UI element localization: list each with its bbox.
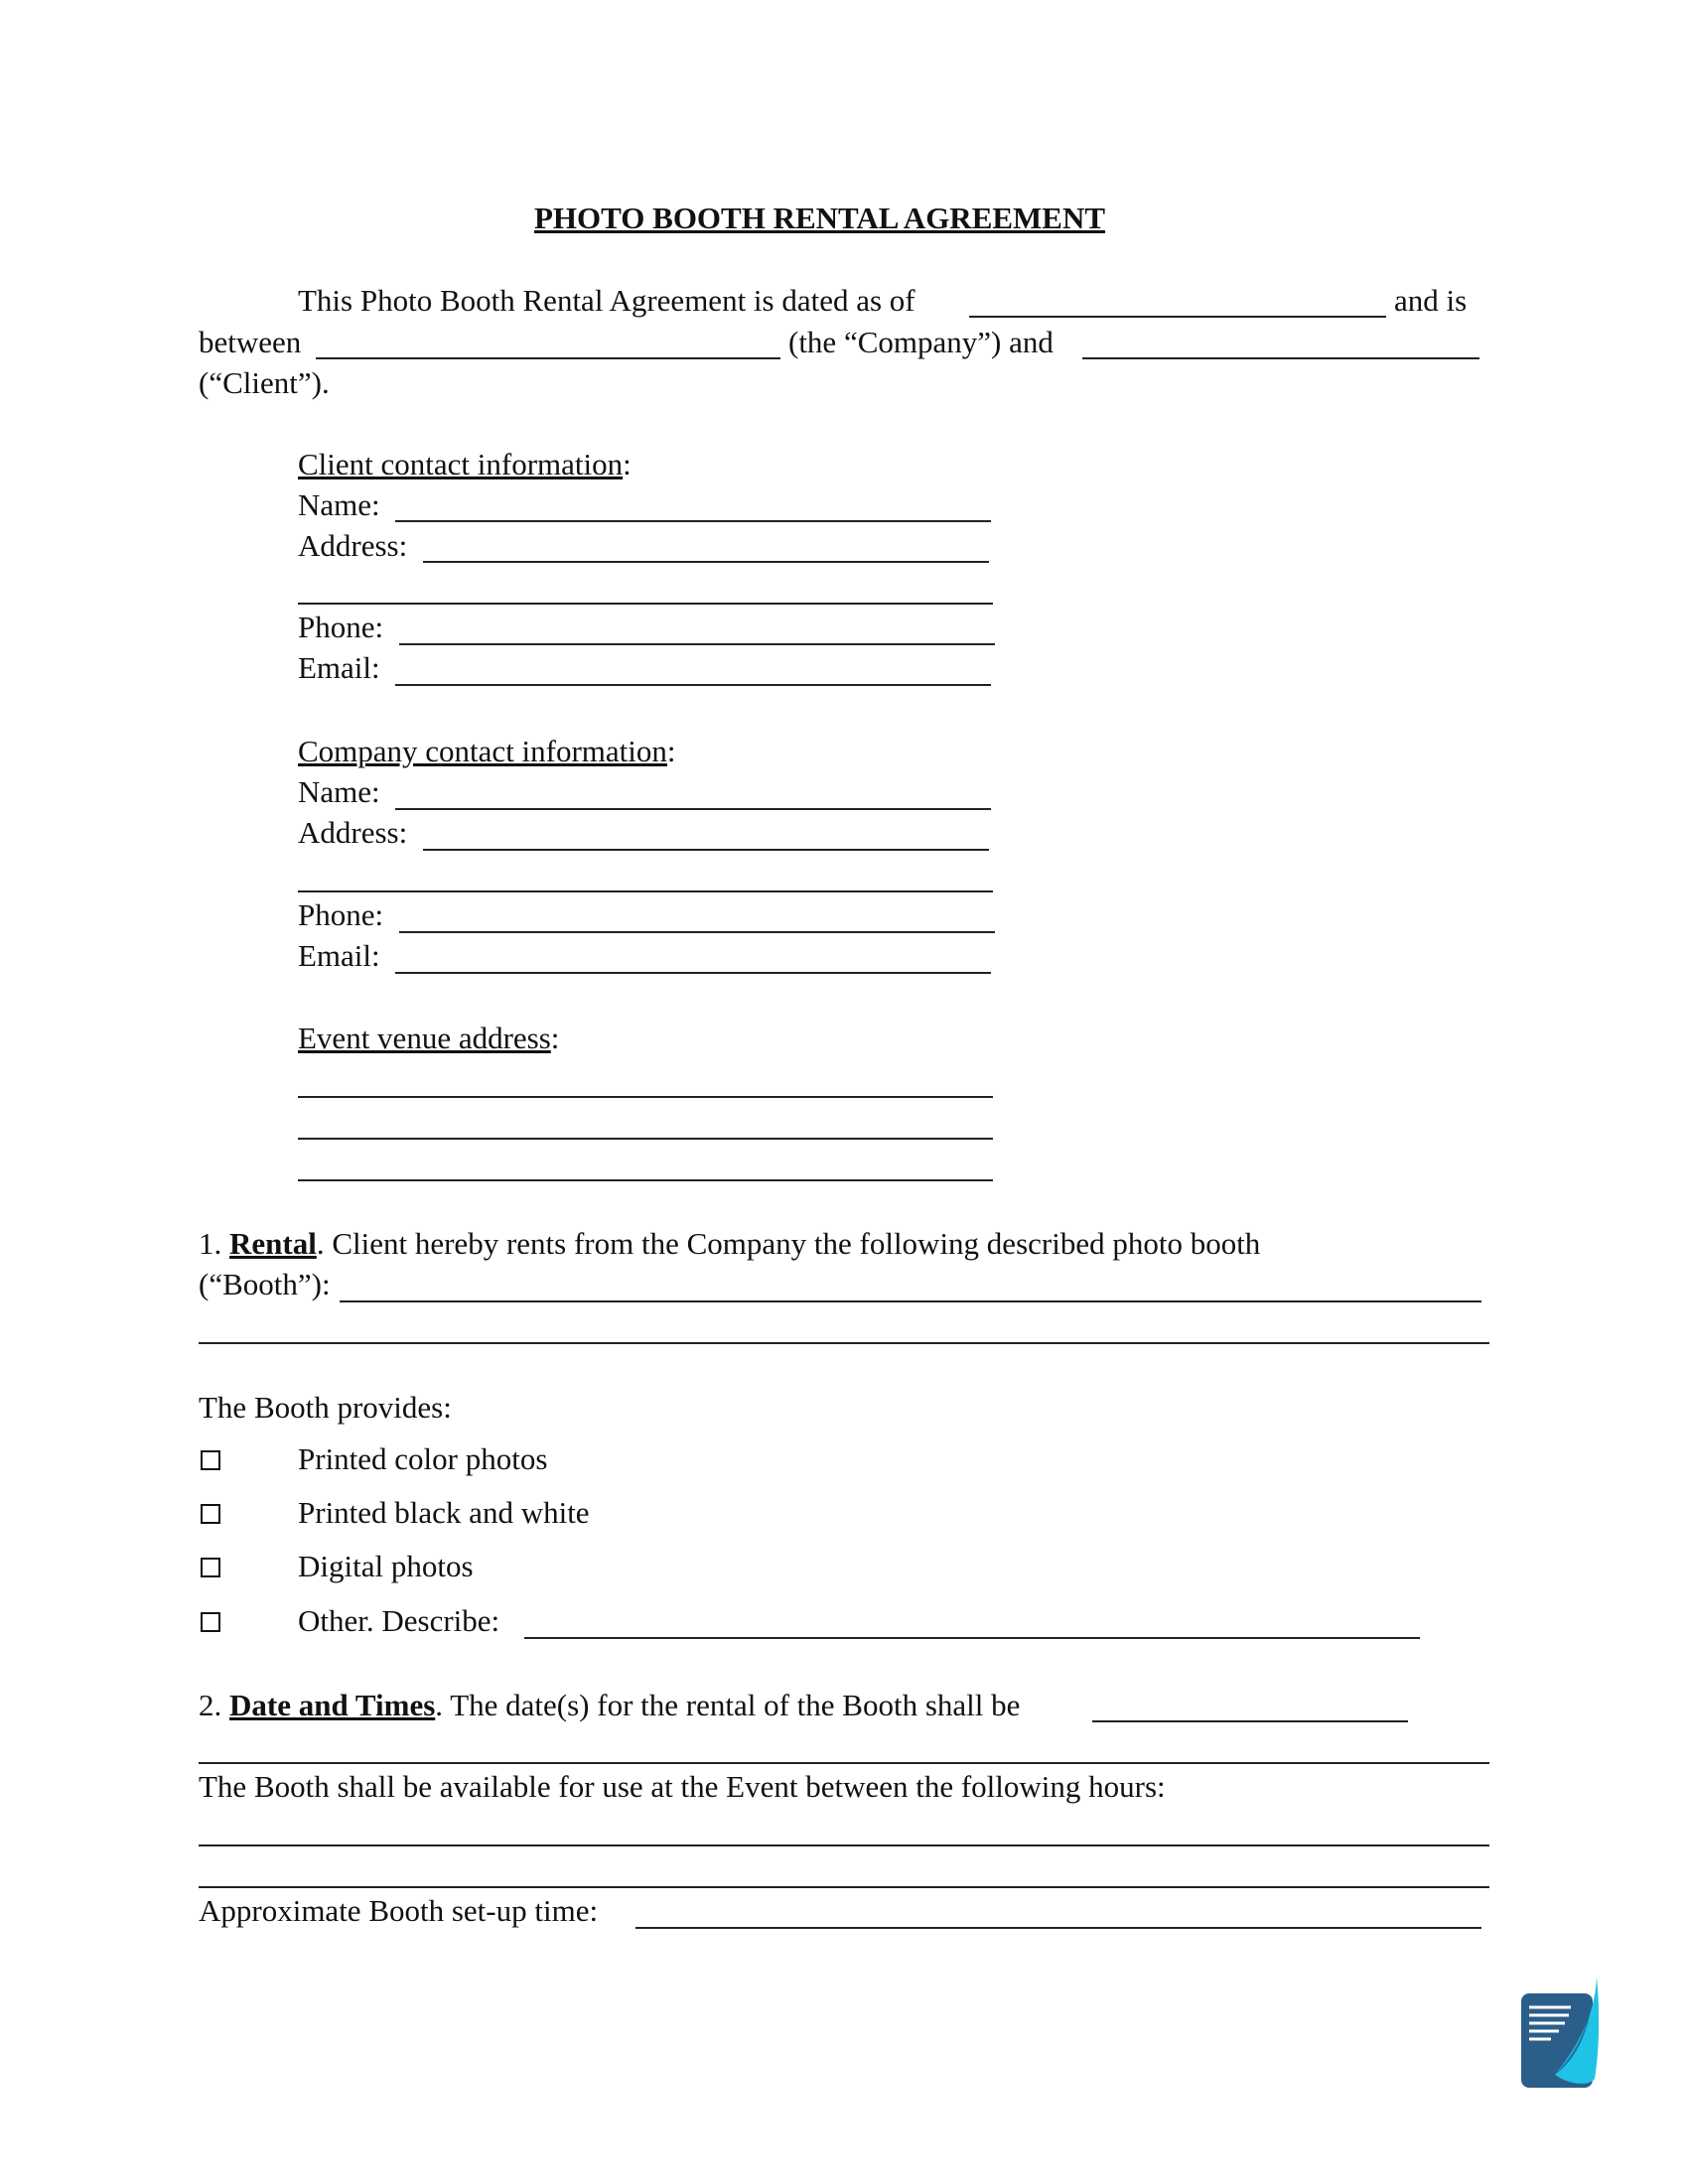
company-address-field-line2[interactable] <box>298 890 993 892</box>
venue-heading: Event venue address: <box>298 1021 560 1055</box>
venue-field-line3[interactable] <box>298 1179 993 1181</box>
rental-date-field-line2[interactable] <box>199 1762 1489 1764</box>
hours-field-line2[interactable] <box>199 1886 1489 1888</box>
date-blank[interactable] <box>969 316 1386 318</box>
client-name-field[interactable] <box>395 520 991 522</box>
other-description-field[interactable] <box>524 1637 1420 1639</box>
company-name-label: Name: <box>298 774 380 809</box>
intro-line1-suffix: and is <box>1394 283 1468 318</box>
company-email-label: Email: <box>298 938 380 973</box>
client-name-label: Name: <box>298 487 380 522</box>
intro-line3: (“Client”). <box>199 365 330 400</box>
option-printed-color: Printed color photos <box>298 1441 548 1476</box>
company-email-field[interactable] <box>395 972 991 974</box>
client-phone-label: Phone: <box>298 610 384 644</box>
hours-text: The Booth shall be available for use at the Event between the following hours: <box>199 1769 1166 1804</box>
booth-description-field-line2[interactable] <box>199 1342 1489 1344</box>
company-phone-label: Phone: <box>298 897 384 932</box>
company-address-label: Address: <box>298 815 408 850</box>
intro-line2-prefix: between <box>199 325 302 359</box>
company-phone-field[interactable] <box>399 931 995 933</box>
setup-time-field[interactable] <box>635 1927 1481 1929</box>
booth-label: (“Booth”): <box>199 1267 331 1301</box>
company-address-field[interactable] <box>423 849 989 851</box>
venue-field-line2[interactable] <box>298 1138 993 1140</box>
intro-line1-prefix: This Photo Booth Rental Agreement is dated as of <box>298 283 915 318</box>
setup-time-label: Approximate Booth set-up time: <box>199 1893 599 1928</box>
intro-line2-mid: (the “Company”) and <box>788 325 1054 359</box>
option-digital-photos: Digital photos <box>298 1549 474 1583</box>
option-printed-bw: Printed black and white <box>298 1495 590 1530</box>
hours-field-line1[interactable] <box>199 1844 1489 1846</box>
rental-date-field[interactable] <box>1092 1720 1408 1722</box>
venue-field-line1[interactable] <box>298 1096 993 1098</box>
client-contact-heading: Client contact information: <box>298 447 632 481</box>
booth-provides-heading: The Booth provides: <box>199 1390 452 1425</box>
client-name-blank[interactable] <box>1082 357 1479 359</box>
client-address-field[interactable] <box>423 561 989 563</box>
client-email-field[interactable] <box>395 684 991 686</box>
company-name-field[interactable] <box>395 808 991 810</box>
client-phone-field[interactable] <box>399 643 995 645</box>
client-email-label: Email: <box>298 650 380 685</box>
checkbox-printed-bw[interactable] <box>201 1504 220 1524</box>
page-title: PHOTO BOOTH RENTAL AGREEMENT <box>534 201 1106 235</box>
checkbox-printed-color[interactable] <box>201 1450 220 1470</box>
dates-paragraph: 2. Date and Times. The date(s) for the rental of the Booth shall be <box>199 1688 1021 1722</box>
company-contact-heading: Company contact information: <box>298 734 676 768</box>
booth-description-field[interactable] <box>340 1300 1481 1302</box>
company-name-blank[interactable] <box>316 357 780 359</box>
option-other: Other. Describe: <box>298 1603 500 1638</box>
client-address-field-line2[interactable] <box>298 603 993 605</box>
checkbox-other[interactable] <box>201 1612 220 1632</box>
checkbox-digital-photos[interactable] <box>201 1558 220 1577</box>
rental-paragraph: 1. Rental. Client hereby rents from the Company the following described photo booth <box>199 1226 1261 1261</box>
client-address-label: Address: <box>298 528 408 563</box>
document-leaf-logo <box>1519 1976 1599 2090</box>
